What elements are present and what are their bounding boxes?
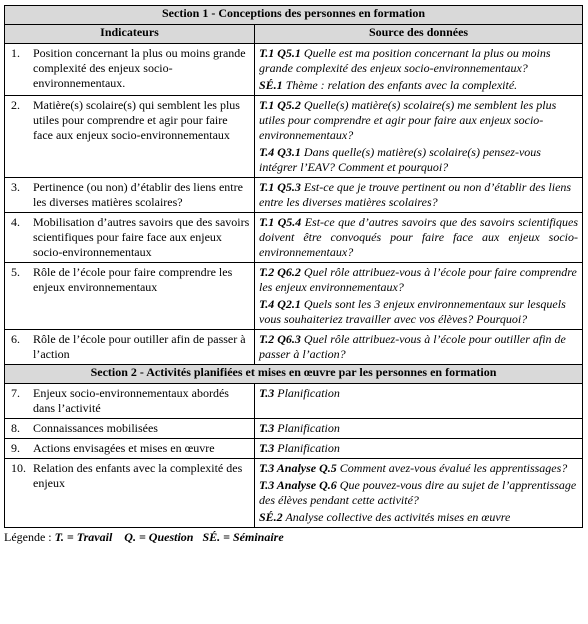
source-cell [255, 263, 583, 330]
indicator-text: Mobilisation d’autres savoirs que des savoirs scientifiques pour faire face aux enjeux socio-environnementaux [33, 215, 250, 259]
table-row [5, 419, 583, 439]
source-code: T.2 Q6.2 [259, 265, 301, 279]
source-entry [259, 265, 578, 295]
source-cell [255, 213, 583, 263]
table-row [5, 213, 583, 263]
source-question: Planification [274, 441, 340, 455]
source-question: Est-ce que d’autres savoirs que des savoirs scientifiques doivent être convoqués pour faire face aux enjeux socio-environnementaux? [259, 215, 578, 259]
source-cell [255, 330, 583, 365]
table-row [5, 44, 583, 96]
indicator-text: Connaissances mobilisées [33, 421, 158, 435]
source-entry [259, 145, 578, 175]
table-row [5, 384, 583, 419]
source-code: T.3 [259, 386, 275, 400]
source-question: Quelle est ma position concernant la plus ou moins grande complexité des enjeux socio-environnementaux? [259, 46, 551, 75]
source-code: SÉ.2 [259, 510, 283, 524]
indicator-cell [5, 439, 255, 459]
legend-item: Q. = Question [124, 530, 194, 544]
source-question: Dans quelle(s) matière(s) scolaire(s) pensez-vous intégrer l’EAV? Comment et pourquoi? [259, 145, 541, 174]
table-row [5, 263, 583, 330]
source-code: T.1 Q5.1 [259, 46, 301, 60]
source-code: T.3 Analyse Q.5 [259, 461, 337, 475]
data-sources-table [4, 5, 583, 528]
source-cell [255, 439, 583, 459]
indicator-number: 8. [11, 421, 20, 435]
column-header-source: Source des données [255, 25, 583, 44]
indicator-number: 1. [11, 46, 20, 60]
indicator-number: 6. [11, 332, 20, 346]
source-entry [259, 98, 578, 143]
source-entry [259, 478, 578, 508]
table-row [5, 459, 583, 528]
table-row [5, 178, 583, 213]
source-code: T.3 [259, 421, 275, 435]
source-question: Planification [274, 386, 340, 400]
source-question: Quels sont les 3 enjeux environnementaux sur lesquels vous souhaiteriez travailler avec vos élèves? Pourquoi? [259, 297, 566, 326]
indicator-cell [5, 44, 255, 96]
source-entry [259, 421, 578, 436]
source-cell [255, 44, 583, 96]
source-entry [259, 510, 578, 525]
source-code: T.3 [259, 441, 275, 455]
table-row [5, 439, 583, 459]
source-code: SÉ.1 [259, 78, 283, 92]
source-entry [259, 332, 578, 362]
indicator-cell [5, 459, 255, 528]
document [4, 5, 582, 544]
section-1-title: Section 1 - Conceptions des personnes en formation [5, 6, 583, 25]
table-body [5, 6, 583, 528]
indicator-number: 5. [11, 265, 20, 279]
source-code: T.4 Q2.1 [259, 297, 301, 311]
source-cell [255, 459, 583, 528]
source-entry [259, 386, 578, 401]
source-cell [255, 419, 583, 439]
indicator-number: 10. [11, 461, 26, 475]
indicator-cell [5, 330, 255, 365]
legend-item: SÉ. = Séminaire [202, 530, 284, 544]
legend-item: T. = Travail [54, 530, 113, 544]
indicator-text: Actions envisagées et mises en œuvre [33, 441, 215, 455]
legend [4, 530, 582, 544]
indicator-cell [5, 384, 255, 419]
indicator-number: 3. [11, 180, 20, 194]
source-code: T.4 Q3.1 [259, 145, 301, 159]
indicator-text: Rôle de l’école pour faire comprendre les enjeux environnementaux [33, 265, 233, 294]
source-entry [259, 78, 578, 93]
indicator-text: Enjeux socio-environnementaux abordés dans l’activité [33, 386, 229, 415]
source-question: Thème : relation des enfants avec la complexité. [282, 78, 518, 92]
source-entry [259, 461, 578, 476]
source-question: Quel rôle attribuez-vous à l’école pour outiller afin de passer à l’action? [259, 332, 566, 361]
section-1-header-row [5, 6, 583, 25]
indicator-number: 9. [11, 441, 20, 455]
indicator-text: Matière(s) scolaire(s) qui semblent les plus utiles pour comprendre et agir pour faire face aux enjeux socio-environnementaux [33, 98, 240, 142]
source-code: T.1 Q5.4 [259, 215, 302, 229]
indicator-cell [5, 213, 255, 263]
indicator-cell [5, 263, 255, 330]
source-code: T.1 Q5.2 [259, 98, 301, 112]
source-question: Planification [274, 421, 340, 435]
source-entry [259, 180, 578, 210]
table-row [5, 96, 583, 178]
source-entry [259, 441, 578, 456]
source-question: Comment avez-vous évalué les apprentissages? [336, 461, 568, 475]
indicator-number: 7. [11, 386, 20, 400]
legend-prefix: Légende : [4, 530, 55, 544]
source-question: Quelle(s) matière(s) scolaire(s) me semblent les plus utiles pour comprendre et agir pour faire aux enjeux socio-environnementaux? [259, 98, 557, 142]
source-code: T.1 Q5.3 [259, 180, 301, 194]
section-2-header-row [5, 365, 583, 384]
source-entry [259, 297, 578, 327]
source-cell [255, 96, 583, 178]
indicator-text: Pertinence (ou non) d’établir des liens entre les diverses matières scolaires? [33, 180, 243, 209]
indicator-cell [5, 419, 255, 439]
table-row [5, 330, 583, 365]
section-2-title: Section 2 - Activités planifiées et mises en œuvre par les personnes en formation [5, 365, 583, 384]
source-entry [259, 46, 578, 76]
indicator-text: Relation des enfants avec la complexité des enjeux [33, 461, 243, 490]
source-code: T.2 Q6.3 [259, 332, 301, 346]
source-cell [255, 384, 583, 419]
indicator-number: 2. [11, 98, 20, 112]
indicator-cell [5, 178, 255, 213]
source-code: T.3 Analyse Q.6 [259, 478, 337, 492]
indicator-cell [5, 96, 255, 178]
source-question: Que pouvez-vous dire au sujet de l’apprentissage des élèves pendant cette activité? [259, 478, 577, 507]
indicator-number: 4. [11, 215, 20, 229]
indicator-text: Position concernant la plus ou moins grande complexité des enjeux socio-environnementaux. [33, 46, 246, 90]
source-question: Quel rôle attribuez-vous à l’école pour faire comprendre les enjeux environnementaux? [259, 265, 577, 294]
column-header-indicateurs: Indicateurs [5, 25, 255, 44]
source-cell [255, 178, 583, 213]
source-question: Est-ce que je trouve pertinent ou non d’établir des liens entre les diverses matières scolaires? [259, 180, 572, 209]
source-entry [259, 215, 578, 260]
indicator-text: Rôle de l’école pour outiller afin de passer à l’action [33, 332, 246, 361]
source-question: Analyse collective des activités mises en œuvre [282, 510, 511, 524]
column-header-row [5, 25, 583, 44]
